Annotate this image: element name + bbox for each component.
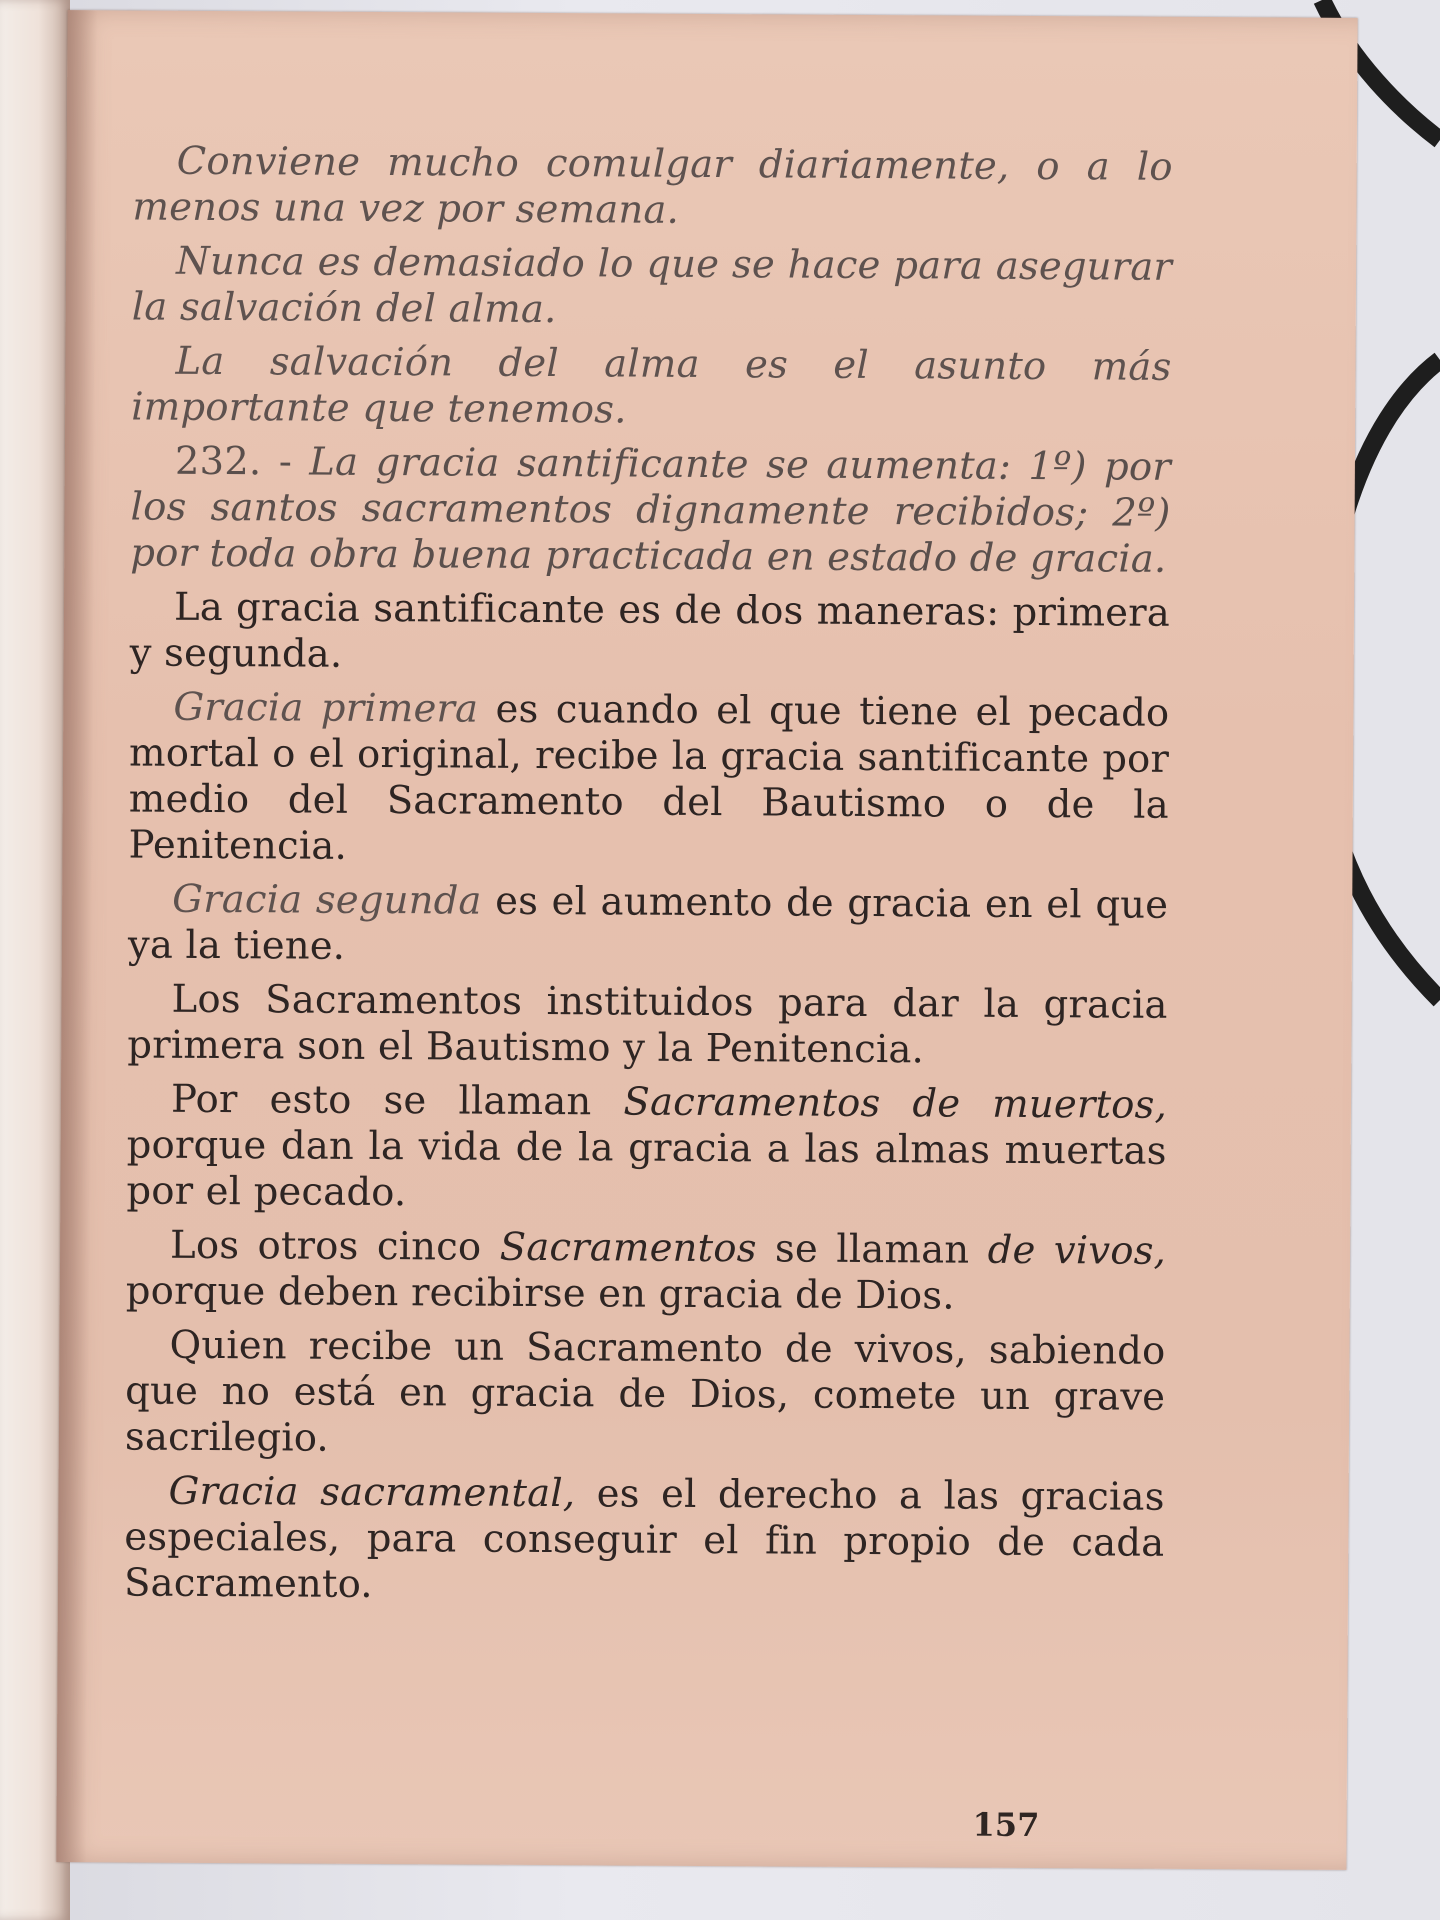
paragraph-text: La gracia santificante es de dos maneras: primera y segunda. <box>129 584 1171 677</box>
paragraph-text: La gracia santificante se aumenta: 1º) por los santos sacramentos dignamente recibidos; 2º) por toda obra buena practicada en estado de gracia. <box>130 439 1172 582</box>
term-italic: Gracia primera <box>173 684 479 732</box>
paragraph-text: es cuando el que tiene el pecado mortal o el original, recibe la gracia santificante por medio del Sacramento del Bautismo o de la Penitencia. <box>128 686 1170 869</box>
paragraph-muertos <box>126 1076 1167 1220</box>
paragraph-text: Quien recibe un Sacramento de vivos, sabiendo que no está en gracia de Dios, comete un grave sacrilegio. <box>124 1322 1166 1461</box>
paragraph-text: Conviene mucho comulgar diariamente, o a lo menos una vez por semana. <box>132 138 1173 233</box>
page-number: 157 <box>972 1805 1040 1845</box>
paragraph-text-before: Por esto se llaman <box>170 1076 592 1125</box>
paragraph-text: La salvación del alma es el asunto más importante que tenemos. <box>131 338 1172 433</box>
term-italic-2: de vivos, <box>987 1227 1167 1274</box>
paragraph-text-after: porque deben recibirse en gracia de Dios. <box>125 1268 955 1319</box>
paragraph-text-after: porque dan la vida de la gracia a las almas muertas por el pecado. <box>126 1122 1167 1216</box>
paragraph-text: Los Sacramentos instituidos para dar la gracia primera son el Bautismo y la Penitencia. <box>127 976 1168 1073</box>
paragraph-text-middle: se llaman <box>774 1226 970 1273</box>
term-italic: Gracia segunda <box>172 876 482 924</box>
paragraph-1 <box>132 138 1173 236</box>
book-page <box>56 10 1357 1870</box>
term-italic: Sacramentos de muertos, <box>623 1079 1168 1128</box>
term-italic: Gracia sacramental, <box>168 1468 576 1517</box>
paragraph-gracia-primera <box>128 684 1169 874</box>
paragraph-3 <box>131 338 1172 436</box>
paragraph-8 <box>127 976 1168 1074</box>
paragraph-text: es el aumento de gracia en el que ya la tiene. <box>127 878 1169 969</box>
term-italic: Sacramentos <box>499 1224 757 1272</box>
paragraph-text-before: Los otros cinco <box>169 1222 482 1270</box>
paragraph-gracia-sacramental <box>124 1468 1165 1612</box>
paragraph-11 <box>125 1322 1166 1466</box>
paragraph-232 <box>130 438 1171 582</box>
paragraph-number: 232. - <box>174 438 293 485</box>
paragraph-text: Nunca es demasiado lo que se hace para asegurar la salvación del alma. <box>131 238 1173 333</box>
paragraph-text: es el derecho a las gracias especiales, para conseguir el fin propio de cada Sacramento. <box>123 1471 1165 1607</box>
paragraph-2 <box>132 238 1173 336</box>
paragraph-vivos <box>126 1222 1167 1320</box>
paragraph-gracia-segunda <box>128 876 1169 974</box>
paragraph-5 <box>130 584 1171 682</box>
page-text <box>124 138 1173 1620</box>
